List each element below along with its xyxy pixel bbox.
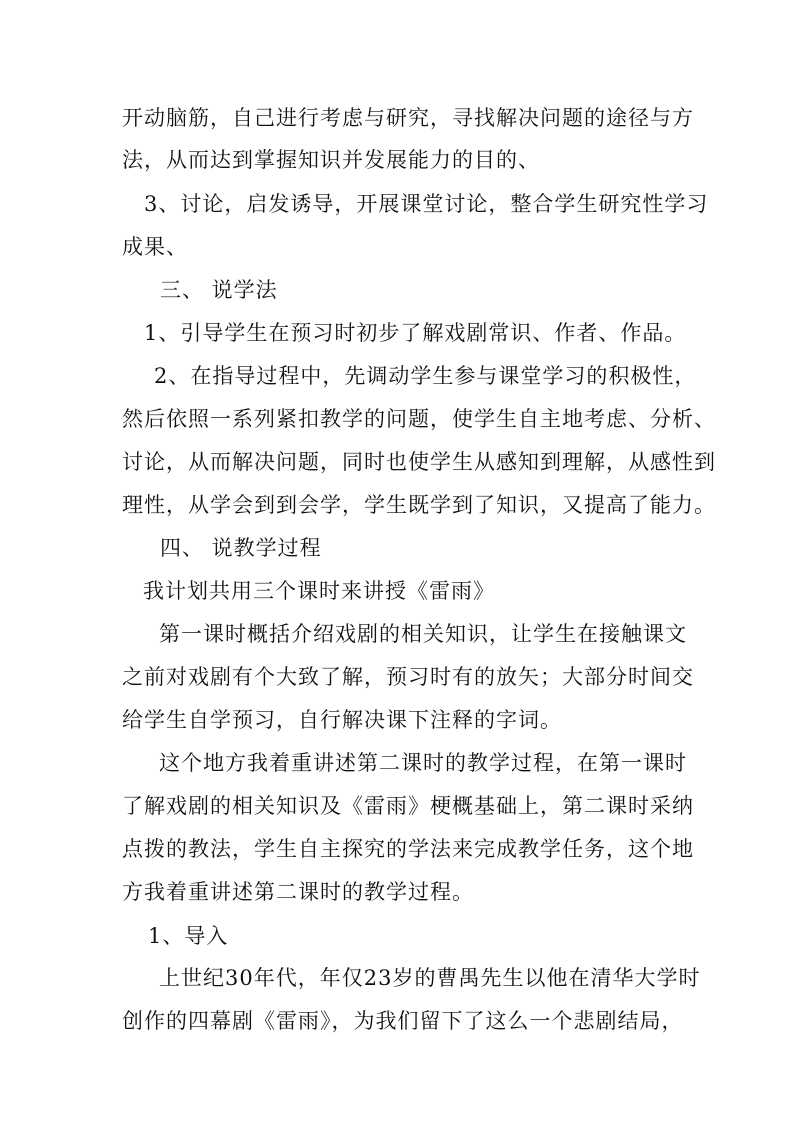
text-line: 给学生自学预习，自行解决课下注释的字词。: [122, 708, 562, 732]
text-line: 这个地方我着重讲述第二课时的教学过程，在第一课时: [159, 751, 687, 775]
text-line: 法，从而达到掌握知识并发展能力的目的、: [122, 148, 540, 172]
text-line: 方我着重讲述第二课时的教学过程。: [122, 880, 474, 904]
text-line: 2、在指导过程中，先调动学生参与课堂学习的积极性，: [154, 364, 697, 388]
text-line: 开动脑筋，自己进行考虑与研究，寻找解决问题的途径与方: [122, 106, 694, 130]
section-heading: 1、导入: [148, 924, 229, 948]
text-line: 成果、: [122, 235, 188, 259]
section-heading: 四、 说教学过程: [160, 536, 322, 560]
text-line: 理性，从学会到到会学，学生既学到了知识，又提高了能力。: [122, 493, 716, 517]
text-line: 上世纪30年代，年仅23岁的曹禺先生以他在清华大学时: [159, 966, 701, 990]
text-line: 了解戏剧的相关知识及《雷雨》梗概基础上，第二课时采纳: [122, 794, 694, 818]
section-heading: 三、 说学法: [160, 278, 278, 302]
text-line: 讨论，从而解决问题，同时也使学生从感知到理解，从感性到: [122, 450, 716, 474]
text-line: 3、讨论，启发诱导，开展课堂讨论，整合学生研究性学习: [144, 192, 709, 216]
text-line: 点拨的教法，学生自主探究的学法来完成教学任务，这个地: [122, 837, 694, 861]
text-line: 第一课时概括介绍戏剧的相关知识，让学生在接触课文: [159, 622, 687, 646]
text-line: 创作的四幕剧《雷雨》，为我们留下了这么一个悲剧结局，: [122, 1009, 684, 1033]
text-line: 1、引导学生在预习时初步了解戏剧常识、作者、作品。: [144, 321, 687, 345]
text-line: 之前对戏剧有个大致了解，预习时有的放矢；大部分时间交: [122, 665, 694, 689]
text-line: 我计划共用三个课时来讲授《雷雨》: [143, 579, 495, 603]
text-line: 然后依照一系列紧扣教学的问题，使学生自主地考虑、分析、: [122, 407, 716, 431]
